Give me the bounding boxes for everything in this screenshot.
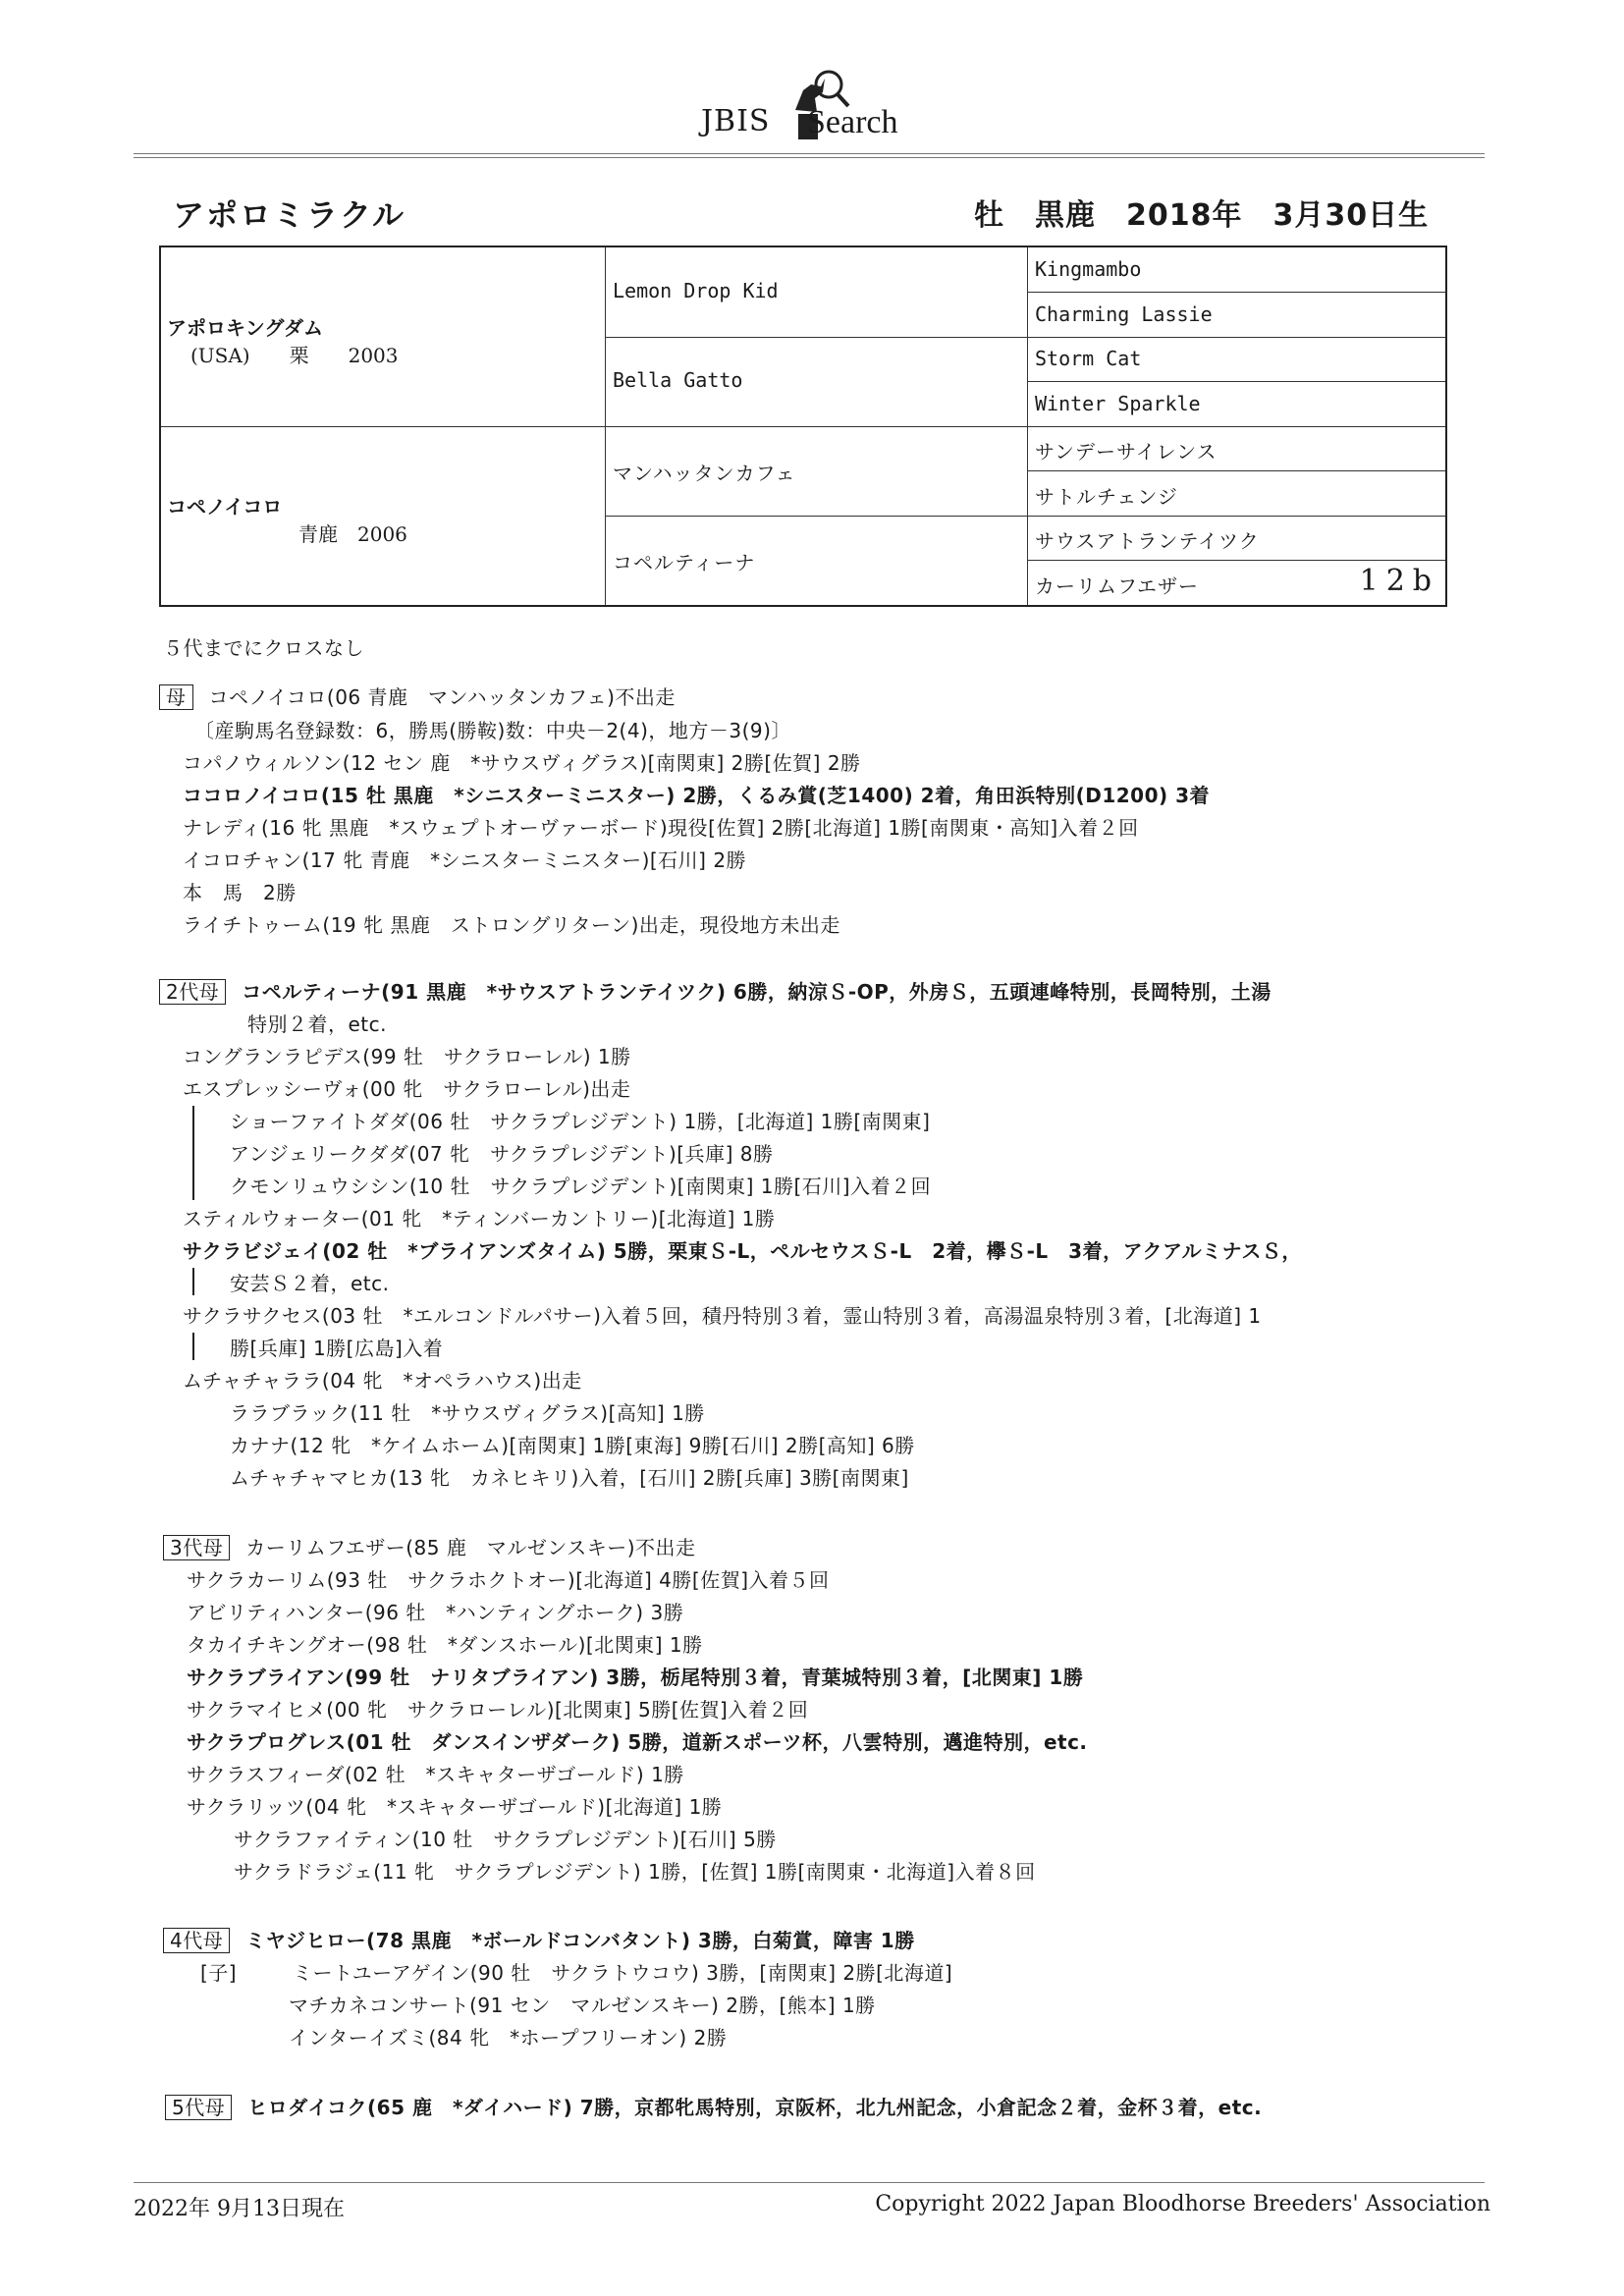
- g2-line: アンジェリークダダ(07 牝 サクラプレジデント)[兵庫] 8勝: [230, 1142, 774, 1166]
- g3-line: サクラドラジェ(11 牝 サクラプレジデント) 1勝，[佐賀] 1勝[南関東・北海道]入着８回: [234, 1860, 1036, 1884]
- dam-progeny-line: 〔産駒馬名登録数：6，勝馬(勝鞍)数：中央－2(4)，地方－3(9)〕: [194, 719, 791, 742]
- g4-line: インターイズミ(84 牝 *ホープフリーオン) 2勝: [289, 2026, 728, 2050]
- sire-info: (USA) 栗 2003: [190, 344, 399, 367]
- dam-section-header: 母 コペノイコロ(06 青鹿 マンハッタンカフェ)不出走: [159, 682, 676, 710]
- g2-section-header: 2代母 コペルティーナ(91 黒鹿 *サウスアトランテイツク) 6勝，納涼Ｓ-OP，外房Ｓ，五頭連峰特別，長岡特別，土湯: [159, 976, 1272, 1005]
- g2-line: ララブラック(11 牡 *サウスヴィグラス)[高知] 1勝: [230, 1401, 705, 1425]
- g3-line: サクラマイヒメ(00 牝 サクラローレル)[北関東] 5勝[佐賀]入着２回: [187, 1698, 809, 1722]
- generation-tag: 4代母: [163, 1928, 230, 1953]
- g2-line: 特別２着，etc.: [247, 1012, 387, 1036]
- g2-line: エスプレッシーヴォ(00 牝 サクラローレル)出走: [183, 1077, 631, 1101]
- logo-search-text: Search: [807, 104, 898, 140]
- horse-meta: 牡 黒鹿 2018年 3月30日生: [974, 198, 1430, 233]
- g3-ancestor: Storm Cat: [1035, 347, 1142, 370]
- jbis-search-logo: [701, 65, 937, 153]
- g3-ancestor: サトルチェンジ: [1035, 485, 1178, 509]
- g3-line: アビリティハンター(96 牡 *ハンティングホーク) 3勝: [187, 1601, 684, 1624]
- dam-progeny-line: 本 馬 2勝: [183, 881, 297, 904]
- g4-section-header: 4代母 ミヤジヒロー(78 黒鹿 *ボールドコンバタント) 3勝，白菊賞，障害 1勝: [163, 1925, 915, 1953]
- g3-line: サクラブライアン(99 牡 ナリタブライアン) 3勝，栃尾特別３着，青葉城特別３着，[北関東] 1勝: [187, 1666, 1084, 1689]
- progeny-bracket: [192, 1106, 194, 1200]
- dam-sire: マンハッタンカフェ: [613, 462, 796, 485]
- g3-ancestor: サウスアトランテイツク: [1035, 529, 1260, 553]
- g3-ancestor: Winter Sparkle: [1035, 392, 1201, 415]
- g2-line: ショーファイトダダ(06 牡 サクラプレジデント) 1勝，[北海道] 1勝[南関東]: [230, 1110, 931, 1133]
- g2-line: コングランラピデス(99 牡 サクラローレル) 1勝: [183, 1045, 631, 1068]
- sire-sire: Lemon Drop Kid: [613, 279, 779, 302]
- generation-tag: 3代母: [163, 1535, 230, 1560]
- g3-line: サクラスフィーダ(02 牡 *スキャターザゴールド) 1勝: [187, 1763, 684, 1786]
- generation-tag: 2代母: [159, 979, 226, 1005]
- g3-line: サクラリッツ(04 牝 *スキャターザゴールド)[北海道] 1勝: [187, 1795, 723, 1819]
- dam-progeny-line: コパノウィルソン(12 セン 鹿 *サウスヴィグラス)[南関東] 2勝[佐賀] 2勝: [183, 751, 861, 775]
- g3-ancestor: Charming Lassie: [1035, 302, 1213, 326]
- g3-ancestor: カーリムフエザー: [1035, 574, 1199, 598]
- progeny-bracket: [192, 1268, 194, 1295]
- dam-name: コペノイコロ: [167, 495, 283, 519]
- g5-section-header: 5代母 ヒロダイコク(65 鹿 *ダイハード) 7勝，京都牝馬特別，京阪杯，北九州記念，小倉記念２着，金杯３着，etc.: [165, 2092, 1262, 2120]
- g2-line: 勝[兵庫] 1勝[広島]入着: [230, 1337, 444, 1360]
- cross-note: ５代までにクロスなし: [163, 636, 364, 660]
- g4-child-tag: [子]: [200, 1961, 238, 1985]
- sire-dam: Bella Gatto: [613, 368, 743, 392]
- dam-progeny-line: ライチトゥーム(19 牝 黒鹿 ストロングリターン)出走，現役地方未出走: [183, 913, 840, 937]
- g2-line: スティルウォーター(01 牝 *ティンバーカントリー)[北海道] 1勝: [183, 1207, 776, 1230]
- g2-line: カナナ(12 牝 *ケイムホーム)[南関東] 1勝[東海] 9勝[石川] 2勝[高知] 6勝: [230, 1434, 915, 1457]
- g3-ancestor: Kingmambo: [1035, 257, 1142, 281]
- dam-progeny-line: ココロノイコロ(15 牡 黒鹿 *シニスターミニスター) 2勝，くるみ賞(芝1400) 2着，角田浜特別(D1200) 3着: [183, 784, 1211, 807]
- dam-dam: コペルティーナ: [613, 551, 756, 574]
- page-header: [0, 65, 1624, 153]
- pedigree-table: [159, 246, 1447, 607]
- g2-line: ムチャチャララ(04 牝 *オペラハウス)出走: [183, 1369, 582, 1393]
- g4-line: マチカネコンサート(91 セン マルゼンスキー) 2勝，[熊本] 1勝: [289, 1994, 876, 2017]
- sire-name: アポロキングダム: [167, 316, 323, 340]
- dam-progeny-line: ナレディ(16 牝 黒鹿 *スウェプトオーヴァーボード)現役[佐賀] 2勝[北海道] 1勝[南関東・高知]入着２回: [183, 816, 1139, 840]
- copyright: Copyright 2022 Japan Bloodhorse Breeders' Association: [875, 2192, 1490, 2216]
- g2-line: サクラビジェイ(02 牡 *ブライアンズタイム) 5勝，栗東Ｓ-L，ペルセウスＳ-L 2着，欅Ｓ-L 3着，アクアルミナスＳ，: [183, 1239, 1302, 1263]
- header-rule: [134, 153, 1485, 154]
- logo-jbis-text: JBIS: [701, 104, 771, 138]
- g2-line: クモンリュウシシン(10 牡 サクラプレジデント)[南関東] 1勝[石川]入着２回: [230, 1175, 932, 1198]
- footer-rule: [134, 2182, 1485, 2183]
- g3-line: タカイチキングオー(98 牡 *ダンスホール)[北関東] 1勝: [187, 1633, 703, 1657]
- g2-line: サクラサクセス(03 牡 *エルコンドルパサー)入着５回，積丹特別３着，霊山特別３着，高湯温泉特別３着，[北海道] 1: [183, 1304, 1262, 1328]
- g3-line: サクラカーリム(93 牡 サクラホクトオー)[北海道] 4勝[佐賀]入着５回: [187, 1568, 830, 1592]
- dosage-code: 12b: [1359, 564, 1439, 598]
- generation-tag: 5代母: [165, 2095, 232, 2120]
- g2-line: 安芸Ｓ２着，etc.: [230, 1272, 390, 1295]
- dam-info: 青鹿 2006: [298, 522, 407, 546]
- dam-progeny-line: イコロチャン(17 牝 青鹿 *シニスターミニスター)[石川] 2勝: [183, 848, 747, 872]
- generation-tag: 母: [159, 684, 193, 710]
- g3-section-header: 3代母 カーリムフエザー(85 鹿 マルゼンスキー)不出走: [163, 1532, 696, 1560]
- as-of-date: 2022年 9月13日現在: [134, 2197, 345, 2221]
- g3-ancestor: サンデーサイレンス: [1035, 440, 1218, 464]
- g3-line: サクラファイティン(10 牡 サクラプレジデント)[石川] 5勝: [234, 1828, 777, 1851]
- g3-line: サクラプログレス(01 牡 ダンスインザダーク) 5勝，道新スポーツ杯，八雲特別，邁進特別，etc.: [187, 1730, 1088, 1754]
- g2-line: ムチャチャマヒカ(13 牝 カネヒキリ)入着，[石川] 2勝[兵庫] 3勝[南関東]: [230, 1466, 909, 1490]
- g4-line: ミートユーアゲイン(90 牡 サクラトウコウ) 3勝，[南関東] 2勝[北海道]: [293, 1961, 953, 1985]
- progeny-bracket: [192, 1333, 194, 1360]
- header-rule-2: [134, 157, 1485, 158]
- horse-name: アポロミラクル: [173, 196, 406, 234]
